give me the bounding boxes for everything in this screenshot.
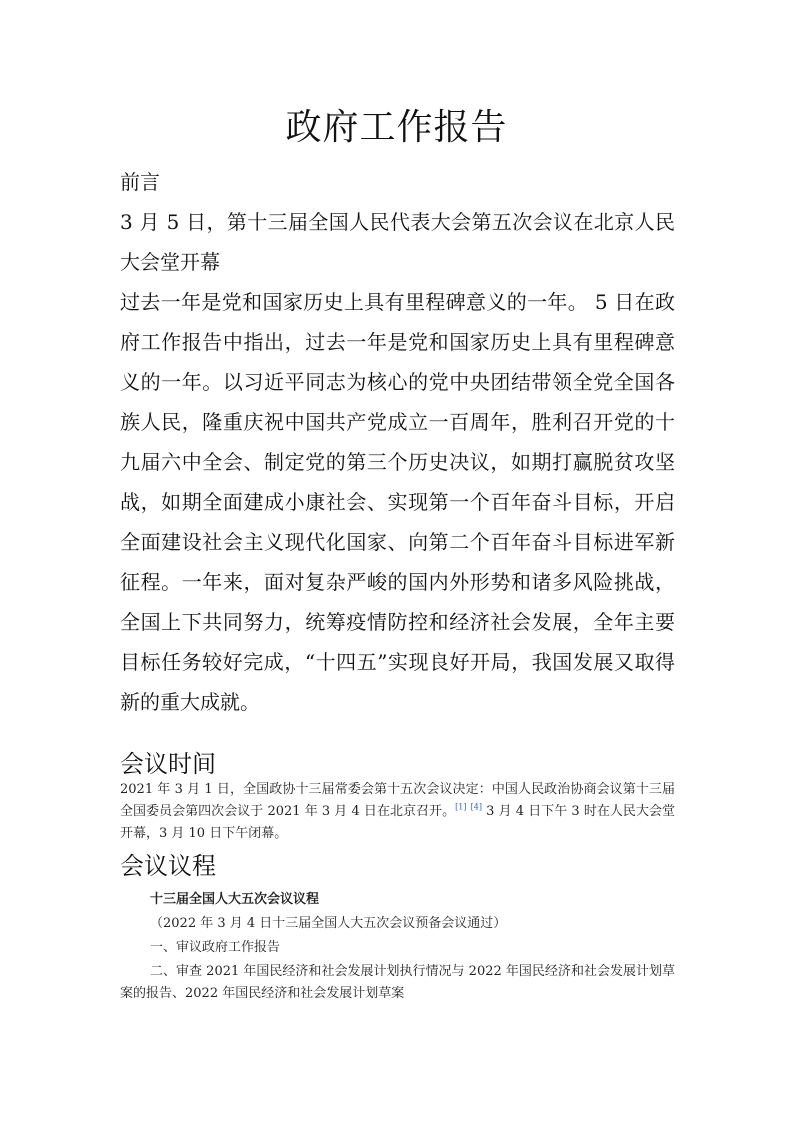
meeting-time-text-1: 2021 年 3 月 1 日，全国政协十三届常委会第十五次会议决定：中国人民政治协商会议第十三届全国委员会第四次会议于 2021 年 3 月 4 日在北京召开。	[120, 782, 675, 819]
citation-link-1[interactable]: [1]	[455, 802, 467, 812]
agenda-item: 二、审查 2021 年国民经济和社会发展计划执行情况与 2022 年国民经济和社会发展计划草案的报告、2022 年国民经济和社会发展计划草案	[120, 964, 675, 1001]
agenda-block	[120, 889, 675, 1007]
summary-paragraph: 过去一年是党和国家历史上具有里程碑意义的一年。 5 日在政府工作报告中指出，过去一年是党和国家历史上具有里程碑意义的一年。以习近平同志为核心的党中央团结带领全党全国各族人民，隆重庆祝中国共产党成立一百周年，胜利召开党的十九届六中全会、制定党的第三个历史决议，如期打赢脱贫攻坚战，如期全面建成小康社会、实现第一个百年奋斗目标，开启全面建设社会主义现代化国家、向第二个百年奋斗目标进军新征程。一年来，面对复杂严峻的国内外形势和诸多风险挑战，全国上下共同努力，统筹疫情防控和经济社会发展，全年主要目标任务较好完成，“十四五”实现良好开局，我国发展又取得新的重大成就。	[120, 290, 675, 714]
document-title: 政府工作报告	[285, 107, 508, 148]
citation-link-4[interactable]: [4]	[470, 802, 482, 812]
meeting-time-paragraph	[120, 779, 675, 845]
lede-paragraph: 3 月 5 日，第十三届全国人民代表大会第五次会议在北京人民大会堂开幕	[120, 210, 675, 274]
agenda-title: 十三届全国人大五次会议议程	[150, 892, 320, 907]
meeting-time-heading: 会议时间	[120, 750, 216, 778]
preface-label: 前言	[120, 170, 160, 194]
agenda-item: 一、审议政府工作报告	[150, 940, 281, 955]
meeting-time-text-2: 3 月 4 日下午 3 时在人民大会堂开幕，3 月 10 日下午闭幕。	[120, 804, 676, 841]
agenda-adopted-note: （2022 年 3 月 4 日十三届全国人大五次会议预备会议通过）	[150, 916, 507, 931]
meeting-agenda-heading: 会议议程	[120, 852, 216, 880]
